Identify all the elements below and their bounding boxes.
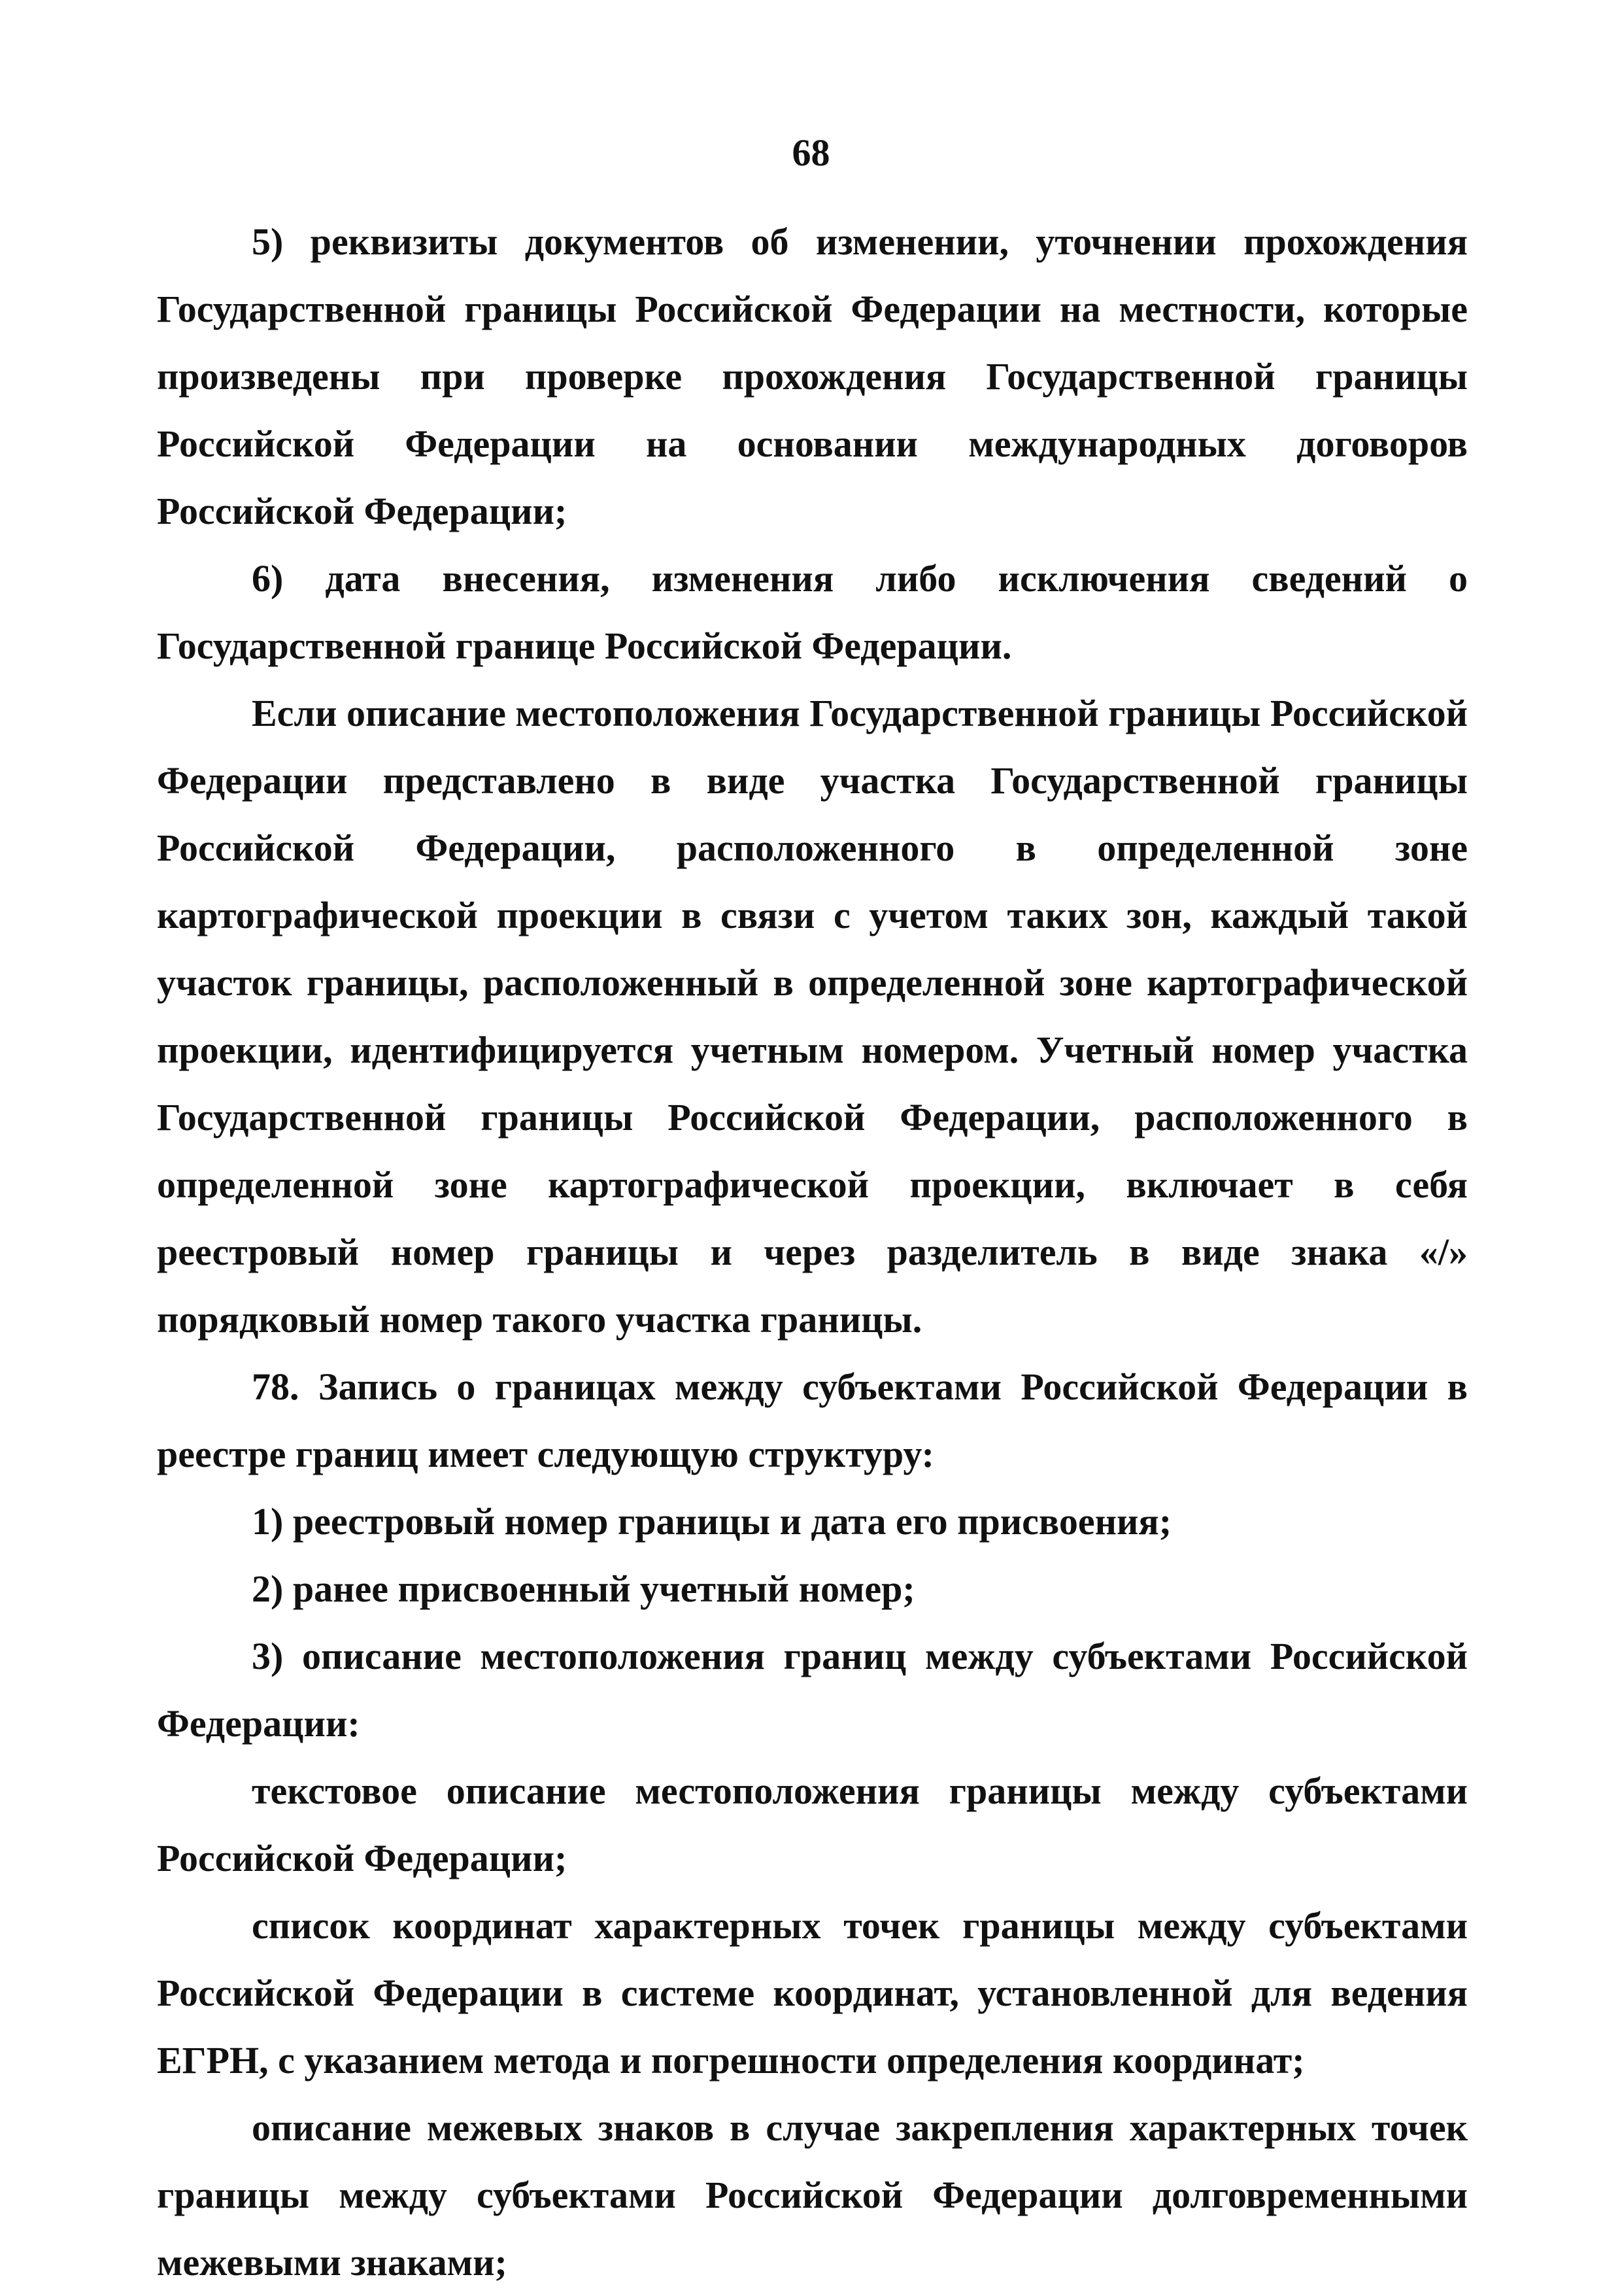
sub-item-coordinates-list: список координат характерных точек границы между субъектами Российской Федерации в системе координат, установленной для ведения ЕГРН, с указанием метода и погрешности определения координат; — [157, 1904, 1468, 2082]
clause-78: 78. Запись о границах между субъектами Российской Федерации в реестре границ имеет следующую структуру: — [157, 1365, 1468, 1475]
sub-item-boundary-markers: описание межевых знаков в случае закрепления характерных точек границы между субъектами Российской Федерации долговременными межевыми знаками; — [157, 2106, 1468, 2284]
list-item-3-location-description: 3) описание местоположения границ между субъектами Российской Федерации: — [157, 1635, 1468, 1745]
list-item-6-date: 6) дата внесения, изменения либо исключения сведений о Государственной границе Российской Федерации. — [157, 557, 1468, 667]
sub-item-text-description: текстовое описание местоположения границы между субъектами Российской Федерации; — [157, 1770, 1468, 1879]
list-item-5-requisites: 5) реквизиты документов об изменении, уточнении прохождения Государственной границы Российской Федерации на местности, которые произведены при проверке прохождения Государственной границы Российской Федерации на основании международных договоров Российской Федерации; — [157, 220, 1468, 532]
document-body — [157, 208, 1468, 2296]
page-number: 68 — [792, 131, 830, 174]
list-item-1-registry-number: 1) реестровый номер границы и дата его присвоения; — [252, 1500, 1172, 1543]
paragraph-border-section: Если описание местоположения Государственной границы Российской Федерации представлено в виде участка Государственной границы Российской Федерации, расположенного в определенной зоне картографической проекции в связи с учетом таких зон, каждый такой участок границы, расположенный в определенной зоне картографической проекции, идентифицируется учетным номером. Учетный номер участка Государственной границы Российской Федерации, расположенного в определенной зоне картографической проекции, включает в себя реестровый номер границы и через разделитель в виде знака «/» порядковый номер такого участка границы. — [157, 692, 1468, 1341]
list-item-2-previous-number: 2) ранее присвоенный учетный номер; — [252, 1568, 915, 1610]
